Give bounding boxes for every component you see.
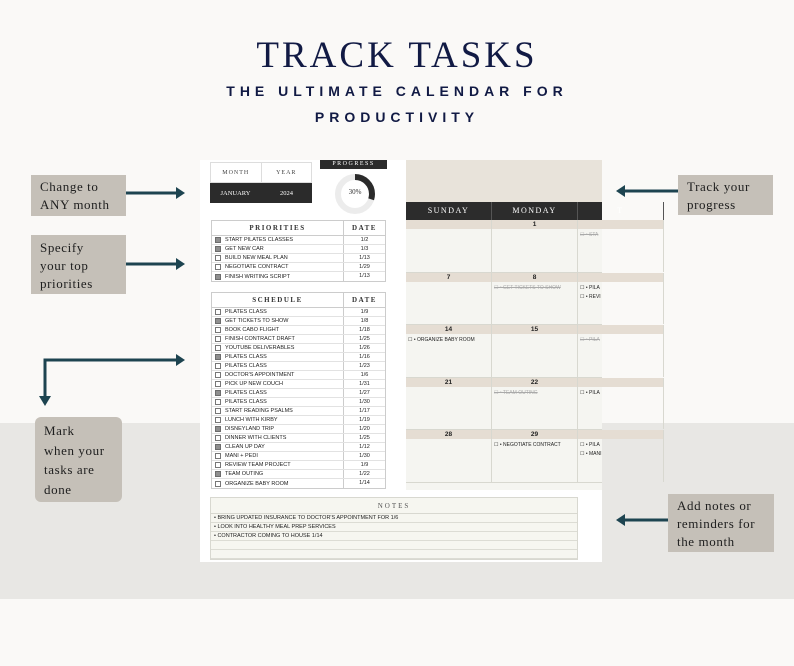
task-date: 1/26 [359, 345, 370, 351]
table-row [212, 416, 385, 425]
day-number [578, 378, 663, 387]
task-cell [212, 353, 344, 361]
task-label: DISNEYLAND TRIP [225, 426, 275, 432]
arrow-right-icon [126, 187, 185, 199]
task-cell [212, 344, 344, 352]
calendar-day-cell[interactable] [406, 220, 492, 272]
task-cell [212, 443, 344, 451]
table-row [212, 479, 385, 488]
note-line[interactable]: • LOOK INTO HEALTHY MEAL PREP SERVICES [211, 523, 577, 532]
task-label: LUNCH WITH KIRBY [225, 417, 278, 423]
day-number [578, 430, 663, 439]
task-cell [212, 398, 344, 406]
calendar-weeks [406, 220, 602, 483]
task-cell [212, 461, 344, 469]
checkbox[interactable] [215, 481, 221, 487]
notes-list [211, 514, 577, 559]
calendar-day-cell[interactable] [578, 325, 664, 377]
task-date: 1/25 [359, 336, 370, 342]
checkbox[interactable] [215, 444, 221, 450]
weekday-label: MONDAY [492, 202, 578, 220]
task-cell [212, 335, 344, 343]
task-label: FINISH CONTRACT DRAFT [225, 336, 295, 342]
weekday-label: T [578, 202, 664, 220]
date-header: DATE [352, 296, 377, 304]
day-number [406, 220, 491, 229]
task-date: 1/13 [359, 273, 370, 279]
table-row [212, 461, 385, 470]
checkbox[interactable] [215, 237, 221, 243]
schedule-list [212, 308, 385, 488]
day-number: 21 [406, 378, 491, 387]
calendar-header-area [406, 160, 602, 202]
checkbox[interactable] [215, 399, 221, 405]
table-row [212, 470, 385, 479]
table-row [212, 389, 385, 398]
calendar-week [406, 325, 602, 378]
day-number: 15 [492, 325, 577, 334]
task-label: NEGOTIATE CONTRACT [225, 264, 289, 270]
task-cell [212, 326, 344, 334]
progress-label: PROGRESS [320, 160, 387, 169]
calendar-day-cell[interactable] [578, 273, 664, 325]
task-date: 1/2 [360, 237, 369, 243]
schedule-header: SCHEDULE [212, 293, 344, 307]
table-row [212, 362, 385, 371]
checkbox[interactable] [215, 363, 221, 369]
table-row [212, 434, 385, 443]
task-cell [212, 380, 344, 388]
task-cell [212, 254, 344, 262]
arrow-right-icon [126, 258, 185, 270]
task-date: 1/19 [359, 417, 370, 423]
subtitle-line-1: THE ULTIMATE CALENDAR FOR [226, 83, 568, 99]
checkbox[interactable] [215, 318, 221, 324]
arrow-elbow-icon [39, 354, 185, 406]
task-cell [212, 470, 344, 478]
day-number: 7 [406, 273, 491, 282]
task-label: ORGANIZE BABY ROOM [225, 480, 289, 487]
schedule-table [211, 292, 386, 489]
calendar-event[interactable]: ☐ • PILA [580, 284, 600, 291]
day-number: 1 [492, 220, 577, 229]
calendar-event[interactable]: ☐ • GET TICKETS TO SHOW [494, 284, 561, 291]
task-label: DINNER WITH CLIENTS [225, 435, 287, 441]
table-row [212, 407, 385, 416]
notes-panel [210, 497, 578, 560]
page-title: TRACK TASKS [256, 35, 538, 76]
note-line[interactable]: • BRING UPDATED INSURANCE TO DOCTOR'S APPOINTMENT FOR 1/6 [211, 514, 577, 523]
weekday-header [406, 202, 624, 220]
checkbox[interactable] [215, 345, 221, 351]
calendar-day-cell[interactable] [578, 378, 664, 430]
task-cell [212, 434, 344, 442]
day-number [578, 325, 663, 334]
weekday-label: SUNDAY [406, 202, 492, 220]
task-date: 1/9 [360, 462, 369, 468]
calendar-grid [406, 160, 624, 490]
checkbox[interactable] [215, 408, 221, 414]
day-number: 29 [492, 430, 577, 439]
task-label: START PILATES CLASSES [225, 237, 294, 243]
task-label: START READING PSALMS [225, 408, 293, 414]
checkbox[interactable] [215, 471, 221, 477]
subtitle-line-2: PRODUCTIVITY [314, 109, 480, 125]
note-line[interactable]: • CONTRACTOR COMING TO HOUSE 1/14 [211, 532, 577, 541]
task-label: GET TICKETS TO SHOW [225, 318, 289, 324]
note-line[interactable] [211, 541, 577, 550]
year-dropdown[interactable]: 2024 [280, 189, 293, 197]
checkbox[interactable] [215, 327, 221, 333]
calendar-week [406, 378, 602, 431]
calendar-event[interactable]: ☐ • NEGOTIATE CONTRACT [494, 442, 561, 448]
day-number: 14 [406, 325, 491, 334]
task-date: 1/30 [359, 453, 370, 459]
task-label: FINISH WRITING SCRIPT [225, 273, 291, 280]
task-date: 1/6 [360, 372, 369, 378]
calendar-day-cell[interactable] [406, 430, 492, 482]
task-cell [212, 479, 344, 488]
task-cell [212, 452, 344, 460]
day-number [578, 220, 663, 229]
task-label: PILATES CLASS [225, 399, 267, 405]
task-cell [212, 389, 344, 397]
calendar-day-cell[interactable] [492, 430, 578, 482]
planner-sheet [200, 160, 624, 562]
calendar-day-cell[interactable] [492, 325, 578, 377]
priorities-table [211, 220, 386, 282]
callout-priorities: Specify your top priorities [31, 235, 126, 294]
checkbox[interactable] [215, 274, 221, 280]
task-date: 1/29 [359, 264, 370, 270]
table-row [212, 380, 385, 389]
table-row [212, 272, 385, 281]
task-label: BOOK CABO FLIGHT [225, 327, 280, 333]
task-label: GET NEW CAR [225, 246, 264, 252]
callout-change-month: Change to ANY month [31, 175, 126, 216]
calendar-event[interactable]: ☐ • PILA [580, 337, 600, 343]
task-cell [212, 407, 344, 415]
checkbox[interactable] [215, 453, 221, 459]
task-label: PILATES CLASS [225, 309, 267, 315]
table-row [212, 425, 385, 434]
checkbox[interactable] [215, 435, 221, 441]
checkbox[interactable] [215, 309, 221, 315]
calendar-event[interactable]: ☐ • REVI [580, 293, 601, 300]
calendar-event[interactable]: ☐ • ORGANIZE BABY ROOM [408, 337, 475, 343]
checkbox[interactable] [215, 354, 221, 360]
task-label: PILATES CLASS [225, 390, 267, 396]
checkbox[interactable] [215, 426, 221, 432]
calendar-day-cell[interactable] [406, 325, 492, 377]
task-cell [212, 263, 344, 271]
day-number: 8 [492, 273, 577, 282]
task-cell [212, 317, 344, 325]
month-label: MONTH [211, 163, 262, 182]
table-row [212, 371, 385, 380]
task-label: PILATES CLASS [225, 354, 267, 360]
note-line[interactable] [211, 550, 577, 559]
checkbox[interactable] [215, 264, 221, 270]
year-label: YEAR [276, 169, 297, 176]
task-label: PILATES CLASS [225, 363, 267, 369]
callout-progress: Track your progress [678, 175, 773, 215]
callout-notes: Add notes or reminders for the month [668, 494, 774, 552]
checkbox[interactable] [215, 417, 221, 423]
task-label: TEAM OUTING [225, 471, 264, 477]
table-row [212, 398, 385, 407]
checkbox[interactable] [215, 462, 221, 468]
task-date: 1/8 [360, 318, 369, 324]
calendar-day-cell[interactable] [492, 220, 578, 272]
task-date: 1/9 [360, 309, 369, 315]
table-row [212, 254, 385, 263]
task-date: 1/30 [359, 399, 370, 405]
progress-widget [320, 160, 387, 196]
table-row [212, 452, 385, 461]
arrow-left-icon [616, 185, 678, 197]
checkbox[interactable] [215, 246, 221, 252]
table-row [212, 236, 385, 245]
callout-mark-done: Mark when your tasks are done [35, 417, 122, 502]
arrow-left-icon [616, 514, 668, 526]
calendar-day-cell[interactable] [406, 273, 492, 325]
task-label: CLEAN UP DAY [225, 444, 265, 450]
month-selector [210, 162, 312, 204]
table-row [212, 308, 385, 317]
task-label: DOCTOR'S APPOINTMENT [225, 372, 295, 378]
checkbox[interactable] [215, 381, 221, 387]
date-header: DATE [352, 224, 377, 232]
task-date: 1/27 [359, 390, 370, 396]
notes-header: NOTES [211, 498, 577, 514]
task-date: 1/14 [359, 480, 370, 486]
task-label: MANI + PEDI [225, 453, 258, 459]
task-date: 1/16 [359, 354, 370, 360]
task-cell [212, 362, 344, 370]
checkbox[interactable] [215, 372, 221, 378]
task-cell [212, 371, 344, 379]
progress-percent: 30% [348, 188, 362, 196]
priorities-header: PRIORITIES [212, 221, 344, 235]
calendar-day-cell[interactable] [492, 378, 578, 430]
table-row [212, 263, 385, 272]
table-row [212, 353, 385, 362]
task-cell [212, 425, 344, 433]
task-date: 1/12 [359, 444, 370, 450]
day-number: 28 [406, 430, 491, 439]
checkbox[interactable] [215, 255, 221, 261]
calendar-week [406, 220, 602, 273]
checkbox[interactable] [215, 336, 221, 342]
calendar-day-cell[interactable] [578, 430, 664, 482]
task-date: 1/20 [359, 426, 370, 432]
day-number: 22 [492, 378, 577, 387]
task-date: 1/25 [359, 435, 370, 441]
table-row [212, 443, 385, 452]
month-dropdown[interactable]: JANUARY [220, 189, 251, 197]
calendar-day-cell[interactable] [406, 378, 492, 430]
priorities-list [212, 236, 385, 281]
task-date: 1/22 [359, 471, 370, 477]
calendar-day-cell[interactable] [492, 273, 578, 325]
task-cell [212, 416, 344, 424]
task-date: 1/31 [359, 381, 370, 387]
day-number [578, 273, 663, 282]
table-row [212, 335, 385, 344]
table-row [212, 245, 385, 254]
task-label: YOUTUBE DELIVERABLES [225, 345, 295, 351]
checkbox[interactable] [215, 390, 221, 396]
task-cell [212, 245, 344, 253]
task-date: 1/17 [359, 408, 370, 414]
table-row [212, 344, 385, 353]
calendar-week [406, 273, 602, 326]
calendar-day-cell[interactable] [578, 220, 664, 272]
task-label: PICK UP NEW COUCH [225, 381, 283, 387]
calendar-event[interactable]: ☐ • PILA [580, 389, 600, 396]
table-row [212, 317, 385, 326]
task-cell [212, 308, 344, 316]
task-date: 1/18 [359, 327, 370, 333]
task-date: 1/13 [359, 255, 370, 261]
table-row [212, 326, 385, 335]
calendar-event[interactable]: ☐ • MANI [580, 451, 602, 457]
calendar-event[interactable]: ☐ • STA [580, 232, 599, 238]
task-date: 1/3 [360, 246, 369, 252]
calendar-event[interactable]: ☐ • TEAM OUTING [494, 389, 538, 396]
task-label: BUILD NEW MEAL PLAN [225, 255, 288, 261]
calendar-week [406, 430, 602, 483]
task-label: REVIEW TEAM PROJECT [225, 462, 291, 468]
task-cell [212, 272, 344, 281]
calendar-event[interactable]: ☐ • PILA [580, 442, 600, 448]
task-date: 1/23 [359, 363, 370, 369]
task-cell [212, 236, 344, 244]
